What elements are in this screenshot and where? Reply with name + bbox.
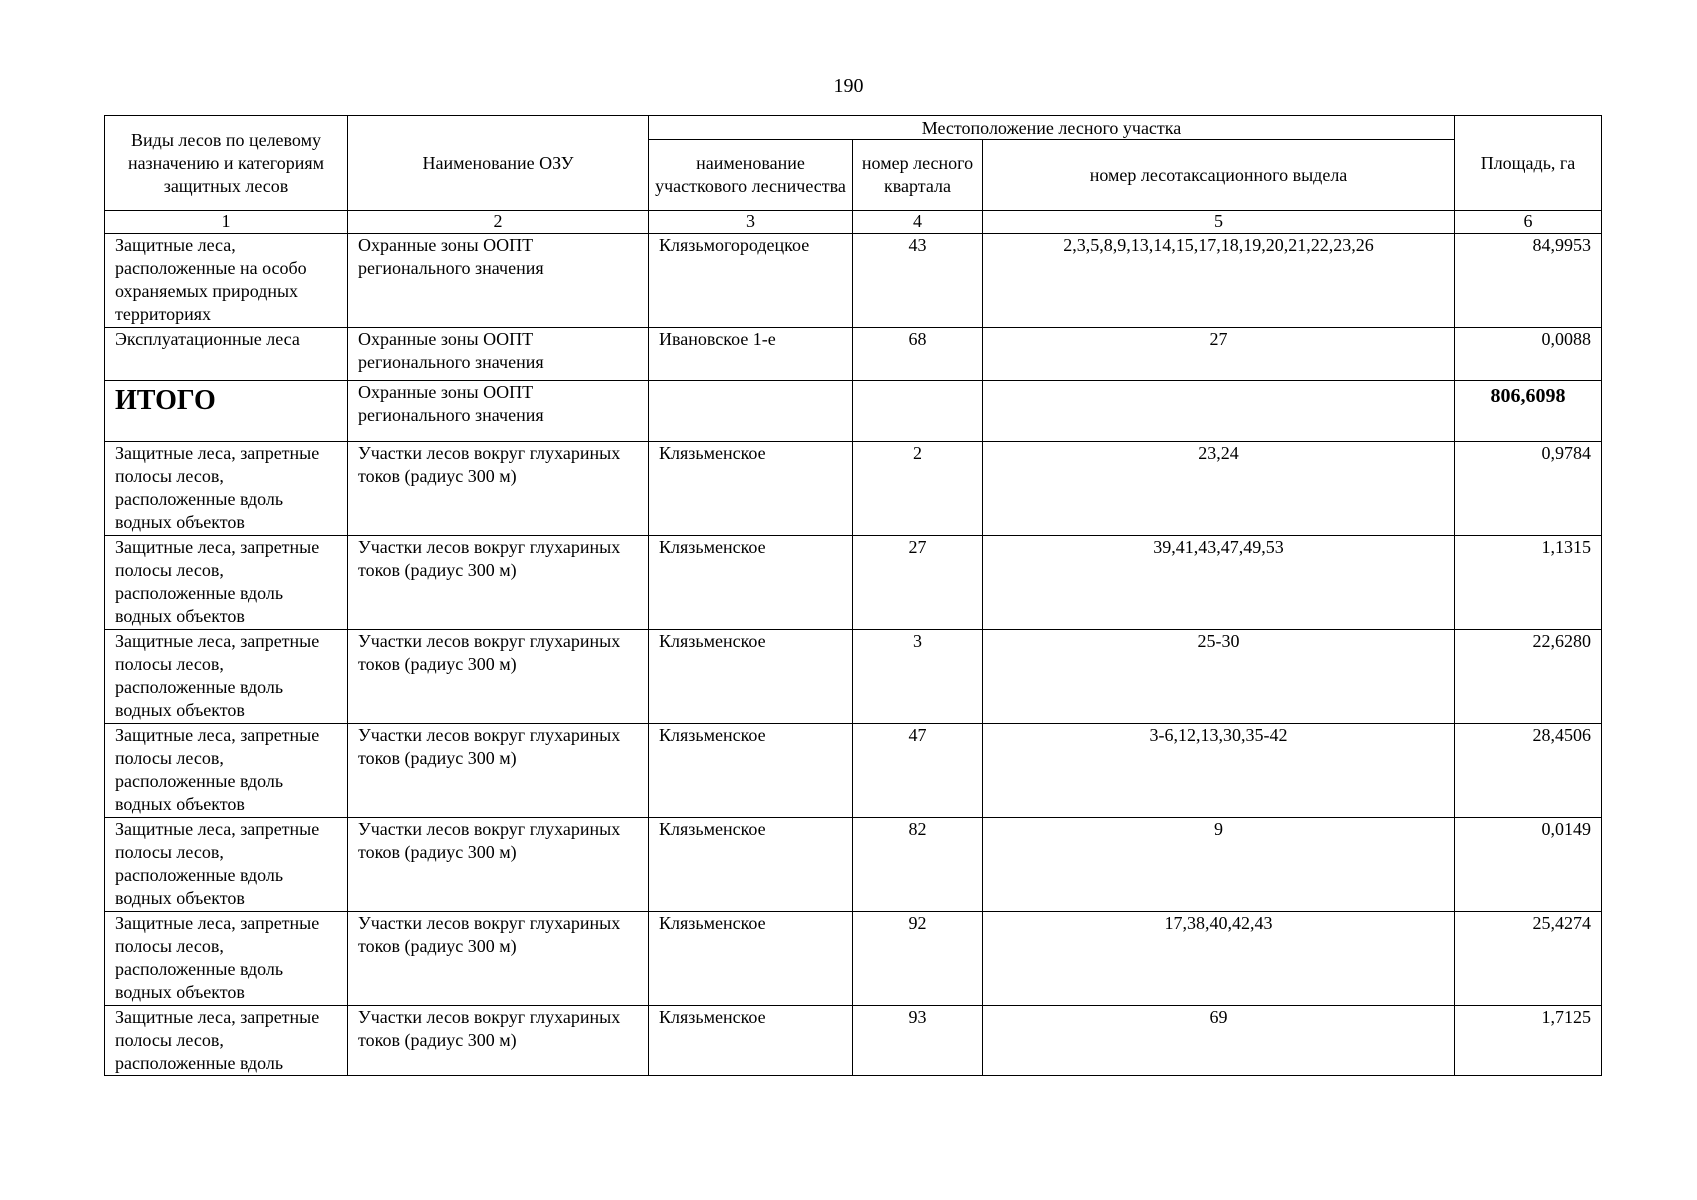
quarter-cell: 68	[853, 328, 983, 381]
plots-cell: 2,3,5,8,9,13,14,15,17,18,19,20,21,22,23,26	[983, 234, 1455, 328]
plots-cell: 27	[983, 328, 1455, 381]
forest-type-cell: Защитные леса, запретные полосы лесов, расположенные вдоль водных объектов	[105, 442, 348, 536]
area-cell: 1,7125	[1455, 1006, 1602, 1076]
forest-type-cell: Защитные леса, запретные полосы лесов, расположенные вдоль водных объектов	[105, 724, 348, 818]
header-row-top	[105, 116, 1602, 140]
area-cell: 1,1315	[1455, 536, 1602, 630]
ozu-cell: Участки лесов вокруг глухариных токов (радиус 300 м)	[348, 1006, 649, 1076]
forestry-cell: Клязьменское	[649, 818, 853, 912]
header-forest-type: Виды лесов по целевому назначению и категориям защитных лесов	[105, 116, 348, 211]
plots-cell: 25-30	[983, 630, 1455, 724]
total-row	[105, 381, 1602, 442]
forest-type-cell: Защитные леса, расположенные на особо охраняемых природных территориях	[105, 234, 348, 328]
quarter-cell: 82	[853, 818, 983, 912]
header-location-group: Местоположение лесного участка	[649, 116, 1455, 140]
ozu-cell: Участки лесов вокруг глухариных токов (радиус 300 м)	[348, 630, 649, 724]
area-cell: 22,6280	[1455, 630, 1602, 724]
forest-type-cell: Защитные леса, запретные полосы лесов, расположенные вдоль водных объектов	[105, 912, 348, 1006]
forestry-cell: Клязьменское	[649, 630, 853, 724]
forest-plots-table	[104, 115, 1602, 1076]
table-row	[105, 724, 1602, 818]
header-forestry-name: наименование участкового лесничества	[649, 140, 853, 211]
forestry-cell: Клязьменское	[649, 1006, 853, 1076]
ozu-cell: Охранные зоны ООПТ регионального значения	[348, 381, 649, 442]
page-number: 190	[833, 75, 864, 97]
column-number: 5	[983, 211, 1455, 234]
plots-cell: 9	[983, 818, 1455, 912]
area-cell: 0,9784	[1455, 442, 1602, 536]
forest-type-cell: Защитные леса, запретные полосы лесов, расположенные вдоль водных объектов	[105, 630, 348, 724]
quarter-cell: 2	[853, 442, 983, 536]
forest-type-cell: Эксплуатационные леса	[105, 328, 348, 381]
empty-cell	[649, 381, 853, 442]
quarter-cell: 92	[853, 912, 983, 1006]
forest-type-cell: Защитные леса, запретные полосы лесов, расположенные вдоль водных объектов	[105, 536, 348, 630]
forestry-cell: Клязьменское	[649, 912, 853, 1006]
forestry-cell: Клязьменское	[649, 536, 853, 630]
quarter-cell: 3	[853, 630, 983, 724]
ozu-cell: Участки лесов вокруг глухариных токов (радиус 300 м)	[348, 724, 649, 818]
column-number: 1	[105, 211, 348, 234]
area-cell: 25,4274	[1455, 912, 1602, 1006]
plots-cell: 69	[983, 1006, 1455, 1076]
header-quarter-number: номер лесного квартала	[853, 140, 983, 211]
ozu-cell: Охранные зоны ООПТ регионального значения	[348, 328, 649, 381]
forest-type-cell: Защитные леса, запретные полосы лесов, расположенные вдоль водных объектов	[105, 818, 348, 912]
table-row	[105, 234, 1602, 328]
area-cell: 84,9953	[1455, 234, 1602, 328]
total-area-cell	[1455, 381, 1602, 442]
quarter-cell: 27	[853, 536, 983, 630]
column-number: 6	[1455, 211, 1602, 234]
area-cell: 0,0088	[1455, 328, 1602, 381]
forestry-cell: Клязьменское	[649, 724, 853, 818]
table-row	[105, 818, 1602, 912]
total-label: ИТОГО	[115, 385, 216, 416]
forestry-cell: Клязьмогородецкое	[649, 234, 853, 328]
column-number: 3	[649, 211, 853, 234]
forestry-cell: Ивановское 1-е	[649, 328, 853, 381]
ozu-cell: Участки лесов вокруг глухариных токов (радиус 300 м)	[348, 818, 649, 912]
column-number: 4	[853, 211, 983, 234]
table-row	[105, 442, 1602, 536]
area-cell: 0,0149	[1455, 818, 1602, 912]
plots-cell: 39,41,43,47,49,53	[983, 536, 1455, 630]
area-cell: 28,4506	[1455, 724, 1602, 818]
table-row	[105, 1006, 1602, 1076]
plots-cell: 3-6,12,13,30,35-42	[983, 724, 1455, 818]
table-row	[105, 536, 1602, 630]
ozu-cell: Участки лесов вокруг глухариных токов (радиус 300 м)	[348, 536, 649, 630]
ozu-cell: Охранные зоны ООПТ регионального значения	[348, 234, 649, 328]
quarter-cell: 43	[853, 234, 983, 328]
empty-cell	[983, 381, 1455, 442]
header-ozu-name: Наименование ОЗУ	[348, 116, 649, 211]
ozu-cell: Участки лесов вокруг глухариных токов (радиус 300 м)	[348, 442, 649, 536]
plots-cell: 17,38,40,42,43	[983, 912, 1455, 1006]
quarter-cell: 93	[853, 1006, 983, 1076]
plots-cell: 23,24	[983, 442, 1455, 536]
empty-cell	[853, 381, 983, 442]
column-number: 2	[348, 211, 649, 234]
ozu-cell: Участки лесов вокруг глухариных токов (радиус 300 м)	[348, 912, 649, 1006]
column-numbers-row	[105, 211, 1602, 234]
table-row	[105, 912, 1602, 1006]
table-row	[105, 630, 1602, 724]
table-row	[105, 328, 1602, 381]
header-plot-number: номер лесотаксационного выдела	[983, 140, 1455, 211]
total-label-cell	[105, 381, 348, 442]
header-area: Площадь, га	[1455, 116, 1602, 211]
forestry-cell: Клязьменское	[649, 442, 853, 536]
quarter-cell: 47	[853, 724, 983, 818]
forest-type-cell: Защитные леса, запретные полосы лесов, расположенные вдоль	[105, 1006, 348, 1076]
total-area: 806,6098	[1490, 385, 1566, 407]
